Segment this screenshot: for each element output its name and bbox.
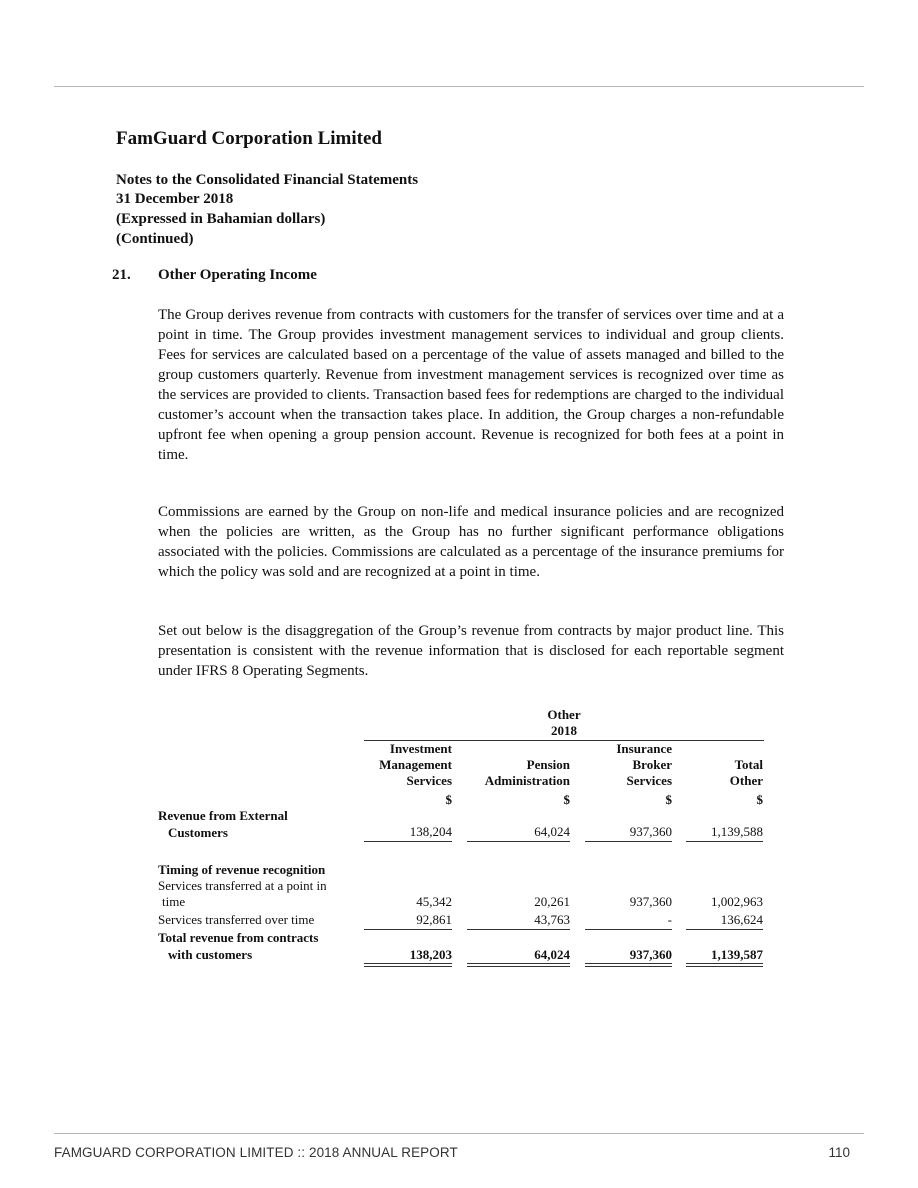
row-point-col1: 45,342	[416, 894, 452, 909]
row-overtime-col3: -	[667, 912, 672, 927]
rule-external-col3	[585, 841, 672, 842]
col1-header-line2: Management	[379, 757, 452, 772]
row-point-label-line1: Services transferred at a point in	[158, 878, 327, 893]
col3-header-line2: Broker	[632, 757, 672, 772]
paragraph-revenue-contracts: The Group derives revenue from contracts with customers for the transfer of services over time and at a point in time. The Group provides investment management services to individual and group clients. Fees for services are calculated based on a percentage of the value of assets managed and billed to the group customers quarterly. Revenue from investment management services is recognized over time as the services are provided to clients. Transaction based fees for redemptions are charged to the individual customer’s account when the transaction takes place. In addition, the Group charges a non-refundable upfront fee when opening a group pension account. Revenue is recognized for both fees at a point in time.	[158, 307, 784, 463]
rule-overtime-col4	[686, 929, 763, 930]
rule-total-col4-b	[686, 966, 763, 967]
rule-total-col2-b	[467, 966, 570, 967]
col1-unit: $	[445, 792, 452, 807]
col3-header-line3: Services	[626, 773, 672, 788]
col2-unit: $	[563, 792, 570, 807]
rule-external-col2	[467, 841, 570, 842]
group-header-other: Other	[547, 707, 581, 722]
row-total-col4: 1,139,587	[711, 947, 763, 962]
row-point-col2: 20,261	[534, 894, 570, 909]
rule-total-col2-a	[467, 963, 570, 964]
row-total-col3: 937,360	[629, 947, 672, 962]
rule-external-col4	[686, 841, 763, 842]
row-external-label-line2: Customers	[168, 825, 228, 840]
paragraph-commissions: Commissions are earned by the Group on non-life and medical insurance policies and are recognized when the policies are written, as the Group has no further significant performance obligations associated with the policies. Commissions are calculated as a percentage of the insurance premiums for which the policy was sold and are recognized at a point in time.	[158, 504, 784, 580]
row-overtime-col4: 136,624	[720, 912, 763, 927]
company-name: FamGuard Corporation Limited	[116, 128, 382, 149]
row-overtime-col1: 92,861	[416, 912, 452, 927]
col1-header-line3: Services	[406, 773, 452, 788]
rule-total-col4-a	[686, 963, 763, 964]
footer-rule	[54, 1133, 864, 1134]
rule-overtime-col3	[585, 929, 672, 930]
row-total-col1: 138,203	[409, 947, 452, 962]
col4-unit: $	[756, 792, 763, 807]
timing-heading: Timing of revenue recognition	[158, 862, 326, 877]
col3-header-line1: Insurance	[616, 741, 672, 756]
row-point-label-line2: time	[162, 894, 186, 909]
rule-total-col1-b	[364, 966, 452, 967]
page-number: 110	[828, 1145, 850, 1160]
section-title: Other Operating Income	[158, 267, 317, 283]
section-number: 21.	[112, 267, 131, 283]
rule-external-col1	[364, 841, 452, 842]
currency-note: (Expressed in Bahamian dollars)	[116, 211, 326, 227]
row-overtime-label: Services transferred over time	[158, 912, 315, 927]
col2-header-line2: Administration	[484, 773, 570, 788]
rule-total-col1-a	[364, 963, 452, 964]
row-external-col2: 64,024	[534, 824, 570, 839]
footer-text: FAMGUARD CORPORATION LIMITED :: 2018 ANNUAL REPORT	[54, 1145, 458, 1160]
row-total-label-line2: with customers	[168, 947, 253, 962]
rule-total-col3-a	[585, 963, 672, 964]
row-external-col1: 138,204	[409, 824, 452, 839]
group-header-year: 2018	[551, 723, 577, 738]
row-point-col4: 1,002,963	[711, 894, 763, 909]
paragraph-disaggregation: Set out below is the disaggregation of the Group’s revenue from contracts by major product line. This presentation is consistent with the revenue information that is disclosed for each reportable segment under IFRS 8 Operating Segments.	[158, 623, 784, 679]
row-external-label-line1: Revenue from External	[158, 808, 288, 823]
rule-total-col3-b	[585, 966, 672, 967]
col4-header-line2: Other	[729, 773, 763, 788]
col4-header-line1: Total	[734, 757, 763, 772]
rule-overtime-col1	[364, 929, 452, 930]
col3-unit: $	[665, 792, 672, 807]
continued-note: (Continued)	[116, 231, 194, 247]
row-external-col3: 937,360	[629, 824, 672, 839]
row-overtime-col2: 43,763	[534, 912, 570, 927]
row-point-col3: 937,360	[629, 894, 672, 909]
col2-header-line1: Pension	[526, 757, 570, 772]
col1-header-line1: Investment	[389, 741, 452, 756]
row-total-col2: 64,024	[534, 947, 570, 962]
rule-overtime-col2	[467, 929, 570, 930]
report-date: 31 December 2018	[116, 191, 234, 207]
row-external-col4: 1,139,588	[711, 824, 763, 839]
row-total-label-line1: Total revenue from contracts	[158, 930, 319, 945]
top-rule	[54, 86, 864, 87]
notes-title: Notes to the Consolidated Financial Statements	[116, 172, 419, 188]
